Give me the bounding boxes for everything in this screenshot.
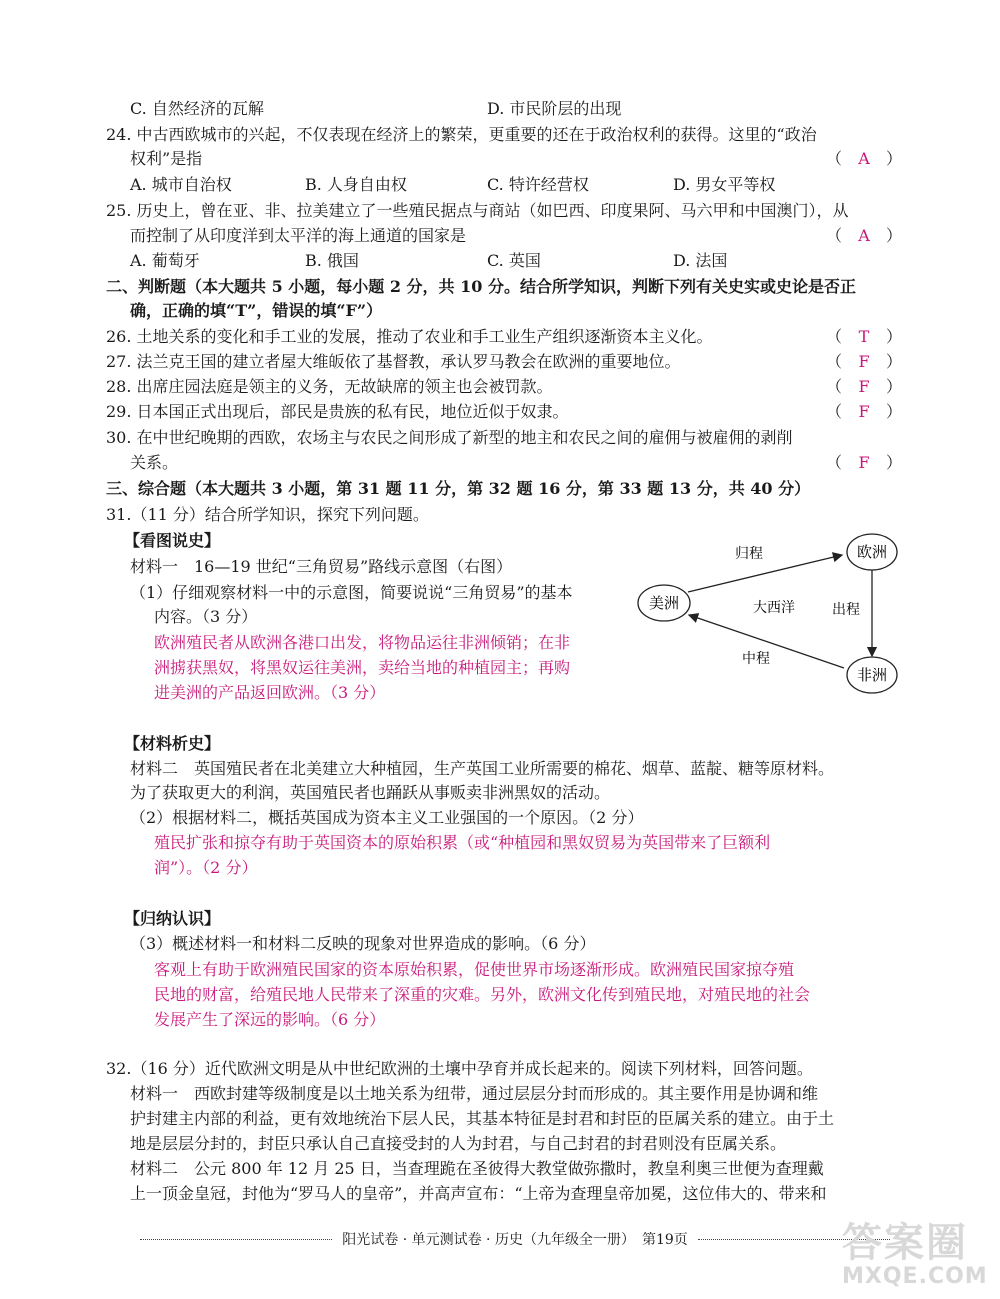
- page-footer: [130, 1228, 900, 1250]
- q30-text-line2: 关系。: [130, 453, 179, 472]
- watermark-url: MXQE.COM: [842, 1264, 988, 1289]
- q31-heading-xishi: 【材料析史】: [124, 734, 221, 753]
- q25-option-c: C. 英国: [487, 251, 541, 270]
- africa-label: 非洲: [856, 666, 888, 684]
- q31-material1: 材料一 16—19 世纪“三角贸易”路线示意图（右图）: [130, 557, 513, 576]
- q31-answer1-line3: 进美洲的产品返回欧洲。（3 分）: [154, 683, 386, 702]
- q32-material1-line1: 材料一 西欧封建等级制度是以土地关系为纽带，通过层层分封而形成的。其主要作用是协调和维: [130, 1084, 819, 1103]
- america-label: 美洲: [648, 594, 680, 612]
- q31-sub1-line2: 内容。（3 分）: [154, 607, 258, 626]
- q23-option-c: C. 自然经济的瓦解: [130, 99, 264, 118]
- q31-sub3: （3）概述材料一和材料二反映的现象对世界造成的影响。（6 分）: [130, 934, 596, 953]
- footer-dots-left: [140, 1239, 332, 1240]
- q25-option-b: B. 俄国: [305, 251, 359, 270]
- q30-answer: F: [858, 453, 870, 472]
- q25-stem-line1: 25. 历史上，曾在亚、非、拉美建立了一些殖民据点与商站（如巴西、印度果阿、马六甲和中国澳门），从: [106, 201, 849, 220]
- q30-answer-bracket: （ F ）: [826, 453, 903, 472]
- q27-answer: F: [858, 352, 870, 371]
- q27-text: 27. 法兰克王国的建立者屋大维皈依了基督教，承认罗马教会在欧洲的重要地位。: [106, 352, 681, 371]
- q32-intro: 32.（16 分）近代欧洲文明是从中世纪欧洲的土壤中孕育并成长起来的。阅读下列材料，回答问题。: [106, 1059, 813, 1078]
- q26-answer-bracket: （ T ）: [826, 327, 903, 346]
- outbound-leg-label: 出程: [832, 602, 860, 618]
- q24-option-a: A. 城市自治权: [130, 175, 232, 194]
- q31-answer2-line2: 润”）。（2 分）: [154, 858, 258, 877]
- q26-text: 26. 土地关系的变化和手工业的发展，推动了农业和手工业生产组织逐渐资本主义化。: [106, 327, 713, 346]
- q25-stem-line2: 而控制了从印度洋到太平洋的海上通道的国家是: [130, 226, 467, 245]
- q24-option-c: C. 特许经营权: [487, 175, 589, 194]
- q26-answer: T: [858, 327, 870, 346]
- q31-heading-renshi: 【归纳认识】: [124, 909, 221, 928]
- section2-heading-line1: 二、判断题（本大题共 5 小题，每小题 2 分，共 10 分。结合所学知识，判断下列有关史实或史论是否正: [106, 277, 856, 296]
- q28-answer-bracket: （ F ）: [826, 377, 903, 396]
- q25-option-a: A. 葡萄牙: [130, 251, 200, 270]
- europe-label: 欧洲: [856, 543, 888, 561]
- section2-heading-line2: 确，正确的填“T”，错误的填“F”）: [130, 301, 383, 320]
- triangle-trade-diagram: [634, 530, 934, 700]
- q25-option-d: D. 法国: [673, 251, 728, 270]
- q31-answer3-line3: 发展产生了深远的影响。（6 分）: [154, 1010, 386, 1029]
- return-route-arrow: [688, 555, 842, 592]
- q29-answer-bracket: （ F ）: [826, 402, 903, 421]
- q31-answer3-line2: 民地的财富，给殖民地人民带来了深重的灾难。另外，欧洲文化传到殖民地，对殖民地的社会: [154, 985, 811, 1004]
- section3-heading: 三、综合题（本大题共 3 小题，第 31 题 11 分，第 32 题 16 分，第 33 题 13 分，共 40 分）: [106, 479, 811, 498]
- q31-material2-line1: 材料二 英国殖民者在北美建立大种植园，生产英国工业所需要的棉花、烟草、蓝靛、糖等原材料。: [130, 759, 835, 778]
- watermark: [842, 1221, 992, 1291]
- q25-answer: A: [858, 226, 870, 245]
- q31-answer3-line1: 客观上有助于欧洲殖民国家的资本原始积累，促使世界市场逐渐形成。欧洲殖民国家掠夺殖: [154, 960, 795, 979]
- q31-answer2-line1: 殖民扩张和掠夺有助于英国资本的原始积累（或“种植园和黑奴贸易为英国带来了巨额利: [154, 833, 771, 852]
- q24-answer-bracket: （ A ）: [826, 149, 903, 168]
- q29-answer: F: [858, 402, 870, 421]
- q32-material1-line3: 地是层层分封的，封臣只承认自己直接受封的人为封君，与自己封君的封君则没有臣属关系。: [130, 1134, 787, 1153]
- atlantic-ocean-label: 大西洋: [753, 600, 795, 616]
- q32-material2-line2: 上一顶金皇冠，封他为“罗马人的皇帝”，并高声宣布：“上帝为查理皇帝加冕，这位伟大的、带来和: [130, 1184, 827, 1203]
- q31-intro: 31.（11 分）结合所学知识，探究下列问题。: [106, 505, 429, 524]
- q32-material1-line2: 护封建主内部的利益，更有效地统治下层人民，其基本特征是封君和封臣的臣属关系的建立。由于土: [130, 1109, 835, 1128]
- q24-answer: A: [858, 149, 870, 168]
- footer-text: 阳光试卷 · 单元测试卷 · 历史（九年级全一册） 第19页: [342, 1232, 688, 1248]
- q27-answer-bracket: （ F ）: [826, 352, 903, 371]
- q30-text-line1: 30. 在中世纪晚期的西欧，农场主与农民之间形成了新型的地主和农民之间的雇佣与被雇佣的剥削: [106, 428, 793, 447]
- return-leg-label: 归程: [735, 546, 763, 562]
- q28-answer: F: [858, 377, 870, 396]
- q31-sub1-line1: （1）仔细观察材料一中的示意图，简要说说“三角贸易”的基本: [130, 583, 573, 602]
- q24-stem-line2: 权利”是指: [130, 149, 203, 168]
- q25-answer-bracket: （ A ）: [826, 226, 903, 245]
- q23-option-d: D. 市民阶层的出现: [487, 99, 622, 118]
- q29-text: 29. 日本国正式出现后，部民是贵族的私有民，地位近似于奴隶。: [106, 402, 569, 421]
- q24-option-d: D. 男女平等权: [673, 175, 776, 194]
- q31-answer1-line2: 洲掳获黑奴，将黑奴运往美洲，卖给当地的种植园主；再购: [154, 658, 571, 677]
- q31-answer1-line1: 欧洲殖民者从欧洲各港口出发，将物品运往非洲倾销；在非: [154, 633, 571, 652]
- q28-text: 28. 出席庄园法庭是领主的义务，无故缺席的领主也会被罚款。: [106, 377, 553, 396]
- watermark-logo-text: 答案圈: [842, 1220, 968, 1266]
- q24-option-b: B. 人身自由权: [305, 175, 407, 194]
- q24-stem-line1: 24. 中古西欧城市的兴起，不仅表现在经济上的繁荣，更重要的还在于政治权利的获得。这里的“政治: [106, 125, 817, 144]
- middle-leg-label: 中程: [742, 651, 770, 667]
- q31-material2-line2: 为了获取更大的利润，英国殖民者也踊跃从事贩卖非洲黑奴的活动。: [130, 783, 611, 802]
- q31-heading-tushuo: 【看图说史】: [124, 531, 221, 550]
- q31-sub2: （2）根据材料二，概括英国成为资本主义工业强国的一个原因。（2 分）: [130, 808, 644, 827]
- q32-material2-line1: 材料二 公元 800 年 12 月 25 日，当查理跪在圣彼得大教堂做弥撒时，教皇利奥三世便为查理戴: [130, 1159, 824, 1178]
